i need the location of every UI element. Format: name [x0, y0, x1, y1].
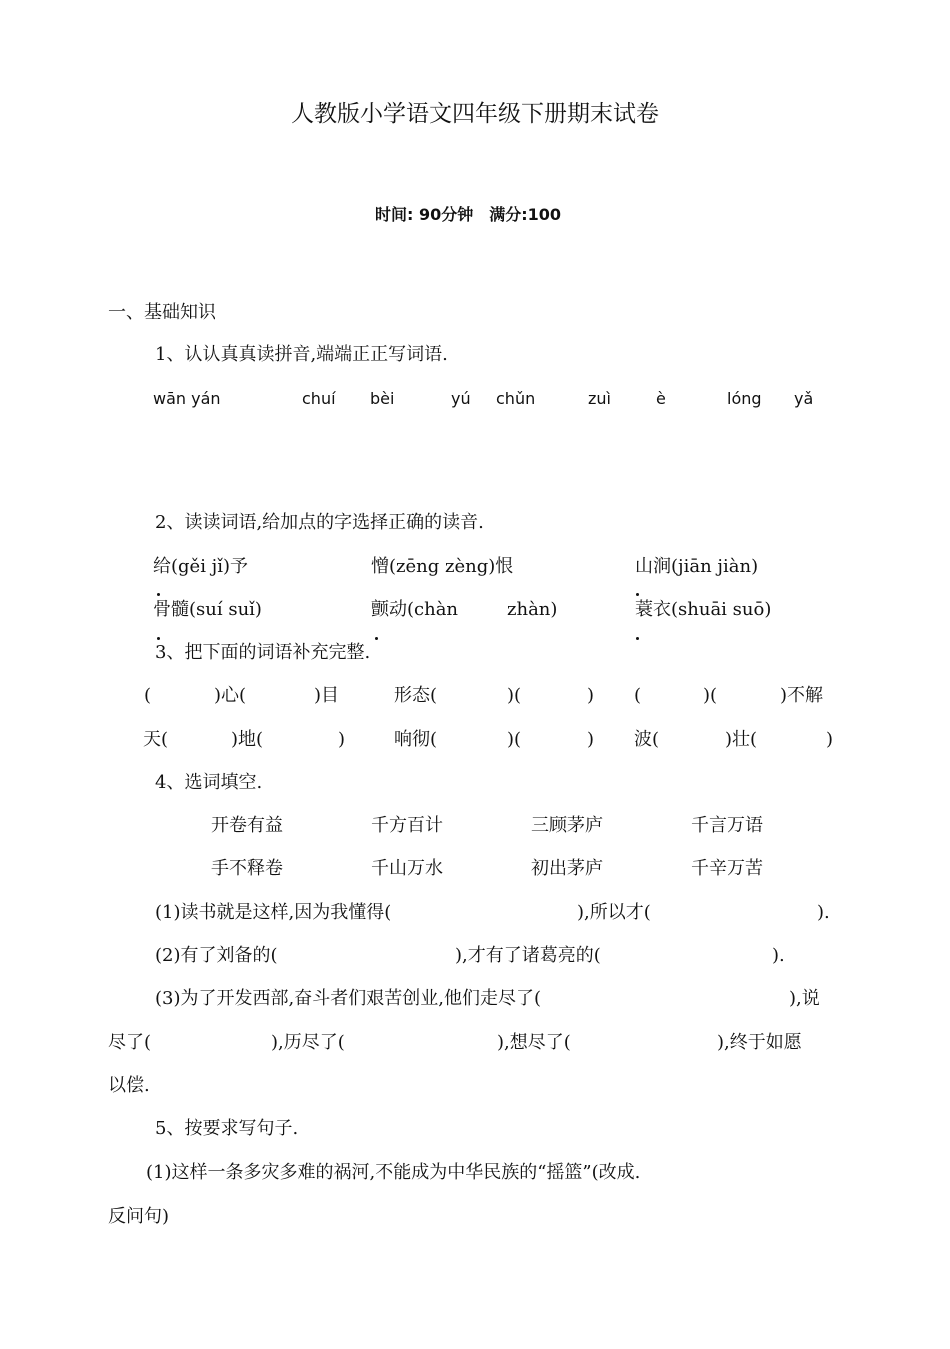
question-1-heading: 1、认认真真读拼音,端端正正写词语. [155, 344, 448, 365]
reading-item: 颤动(chàn [371, 599, 459, 620]
word-option: 三顾茅庐 [531, 815, 603, 836]
blank-part: ) [826, 729, 834, 750]
word-option: 开卷有益 [211, 815, 283, 836]
question-4-heading: 4、选词填空. [155, 772, 263, 793]
pinyin-item: bèi [370, 389, 395, 408]
blank-part: )地( [231, 729, 264, 750]
reading-item: 骨髓(suí suǐ) [153, 599, 262, 620]
blank-part: ) [338, 729, 346, 750]
question-2-heading: 2、读读词语,给加点的字选择正确的读音. [155, 512, 484, 533]
question-5-heading: 5、按要求写句子. [155, 1118, 299, 1139]
sentence-part: (2)有了刘备的( [155, 945, 278, 966]
blank-part: )不解 [780, 685, 824, 706]
reading-item: 山涧(jiān jiàn) [635, 556, 759, 577]
blank-part: ) [587, 685, 595, 706]
pinyin-item: yú [451, 389, 471, 408]
sentence-part: ),想尽了( [497, 1032, 571, 1053]
section-heading: 一、基础知识 [108, 302, 216, 323]
page-title: 人教版小学语文四年级下册期末试卷 [291, 101, 659, 127]
blank-part: ( [144, 685, 152, 706]
sentence-part: 以偿. [108, 1075, 150, 1096]
exam-info: 时间: 90分钟 满分:100 [374, 205, 562, 224]
blank-part: ) [587, 729, 595, 750]
blank-part: )目 [314, 685, 340, 706]
emphasis-dot [636, 593, 639, 596]
pinyin-item: chǔn [496, 389, 536, 408]
sentence-part: ),说 [789, 988, 820, 1009]
blank-part: 形态( [394, 685, 438, 706]
pinyin-item: chuí [302, 389, 336, 408]
blank-part: )( [507, 729, 522, 750]
blank-part: 天( [143, 729, 169, 750]
blank-part: )( [703, 685, 718, 706]
word-option: 千方百计 [371, 815, 443, 836]
sentence-part: ),才有了诸葛亮的( [455, 945, 601, 966]
word-option: 千山万水 [371, 858, 443, 879]
emphasis-dot [157, 593, 160, 596]
word-option: 初出茅庐 [531, 858, 603, 879]
pinyin-item: è [656, 389, 666, 408]
reading-item: zhàn) [507, 599, 558, 620]
sentence-part: ),所以才( [577, 902, 651, 923]
reading-item: 给(gěi jǐ)予 [153, 556, 249, 577]
pinyin-item: zuì [588, 389, 611, 408]
pinyin-item: wān yán [153, 389, 221, 408]
emphasis-dot [375, 637, 378, 640]
reading-item: 蓑衣(shuāi suō) [635, 599, 772, 620]
blank-part: 响彻( [394, 729, 438, 750]
blank-part: )( [507, 685, 522, 706]
blank-part: )心( [214, 685, 247, 706]
emphasis-dot [636, 637, 639, 640]
sentence-part: ). [817, 902, 830, 923]
sentence-part: (1)这样一条多灾多难的祸河,不能成为中华民族的“摇篮”(改成. [146, 1162, 641, 1183]
reading-item: 憎(zēng zèng)恨 [371, 556, 514, 577]
blank-part: ( [634, 685, 642, 706]
sentence-part: 反问句) [108, 1206, 170, 1227]
question-3-heading: 3、把下面的词语补充完整. [155, 642, 371, 663]
blank-part: )壮( [725, 729, 758, 750]
sentence-part: ),终于如愿 [717, 1032, 802, 1053]
word-option: 手不释卷 [211, 858, 283, 879]
word-option: 千言万语 [691, 815, 763, 836]
sentence-part: (1)读书就是这样,因为我懂得( [155, 902, 392, 923]
word-option: 千辛万苦 [691, 858, 763, 879]
sentence-part: (3)为了开发西部,奋斗者们艰苦创业,他们走尽了( [155, 988, 541, 1009]
blank-part: 波( [634, 729, 660, 750]
sentence-part: ). [772, 945, 785, 966]
sentence-part: ),历尽了( [271, 1032, 345, 1053]
pinyin-item: yǎ [794, 389, 814, 408]
emphasis-dot [157, 637, 160, 640]
sentence-part: 尽了( [108, 1032, 152, 1053]
pinyin-item: lóng [727, 389, 762, 408]
